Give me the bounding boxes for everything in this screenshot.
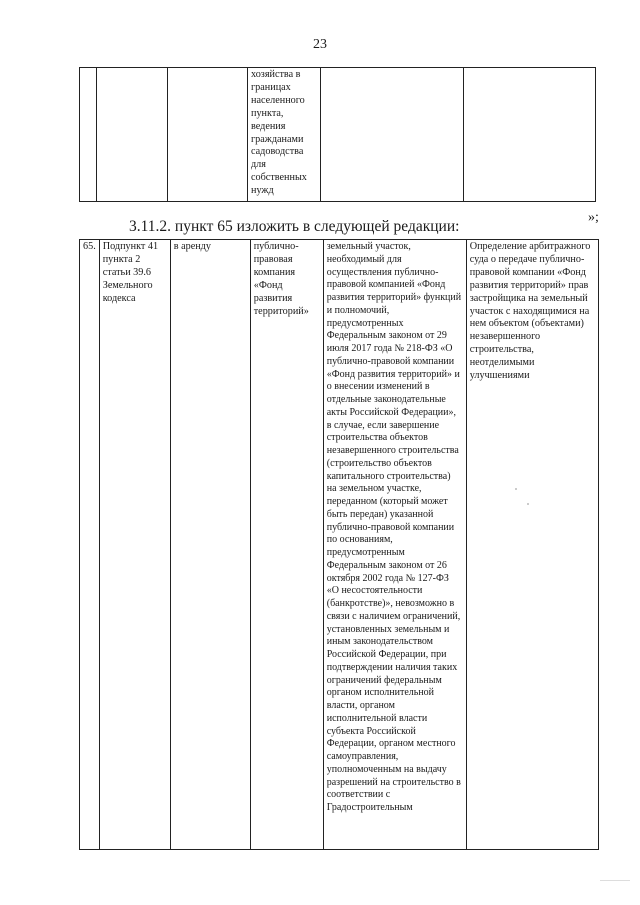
scan-mark: [600, 880, 630, 881]
cell-object: [323, 240, 466, 850]
basis-text: Подпункт 41 пункта 2 статьи 39.6 Земельного кодекса: [102, 241, 159, 304]
cell-basis: [99, 240, 170, 850]
table-row: [80, 240, 599, 850]
recipient-text: публично-правовая компания «Фонд развития территорий»: [253, 241, 309, 317]
table-row: [80, 68, 596, 202]
cell-col5: [321, 68, 464, 202]
document-text: Определение арбитражного суда о передаче публично-правовой компании «Фонд развития территорий» прав застройщика на земельный участок с находящимися на нем объектом (объектами) незавершенного строительства, неотделимыми улучшениями: [469, 241, 591, 382]
cell-col4: [248, 68, 321, 202]
right-type-text: в аренду: [173, 241, 211, 252]
cell-document: [466, 240, 598, 850]
object-text: земельный участок, необходимый для осуществления публично-правовой компанией «Фонд развития территорий» функций и полномочий, предусмотренных Федеральным законом от 29 июля 2017 года № 218-ФЗ «О публично-правовой компании «Фонд развития территорий» и о внесении изменений в отдельные законодательные акты Российской Федерации», в случае, если завершение строительства объектов незавершенного строительства (строительство объектов капитального строительства) на земельном участке, переданном (который может быть передан) указанной публично-правовой компании по основаниям, предусмотренным Федеральным законом от 26 октября 2002 года № 127-ФЗ «О несостоятельности (банкротстве)», невозможно в связи с наличием ограничений, установленных земельным и иным законодательством Российской Федерации, при подтверждении наличия таких ограничений федеральным органом исполнительной власти, органом исполнительной власти субъекта Российской Федерации, органом местного самоуправления, уполномоченным на выдачу разрешений на строительство в соответствии с Градостроительным: [326, 241, 462, 813]
amendment-table: [79, 239, 599, 850]
scan-speck: [527, 503, 529, 505]
scan-speck: [515, 488, 517, 490]
cell-number: [80, 240, 100, 850]
cell-col2: [97, 68, 168, 202]
cell-right-type: [170, 240, 250, 850]
section-heading: 3.11.2. пункт 65 изложить в следующей редакции:: [129, 218, 460, 235]
cell-col4-text: хозяйства в границах населенного пункта, ведения гражданами садоводства для собственных нужд: [251, 69, 307, 197]
cell-col3: [168, 68, 248, 202]
cell-col1: [80, 68, 97, 202]
continued-table: [79, 67, 596, 202]
cell-col6: [464, 68, 596, 202]
cell-recipient: [250, 240, 323, 850]
closing-quote-mark: »;: [588, 210, 599, 225]
page-number: 23: [313, 37, 327, 52]
row-number: 65.: [83, 241, 96, 252]
